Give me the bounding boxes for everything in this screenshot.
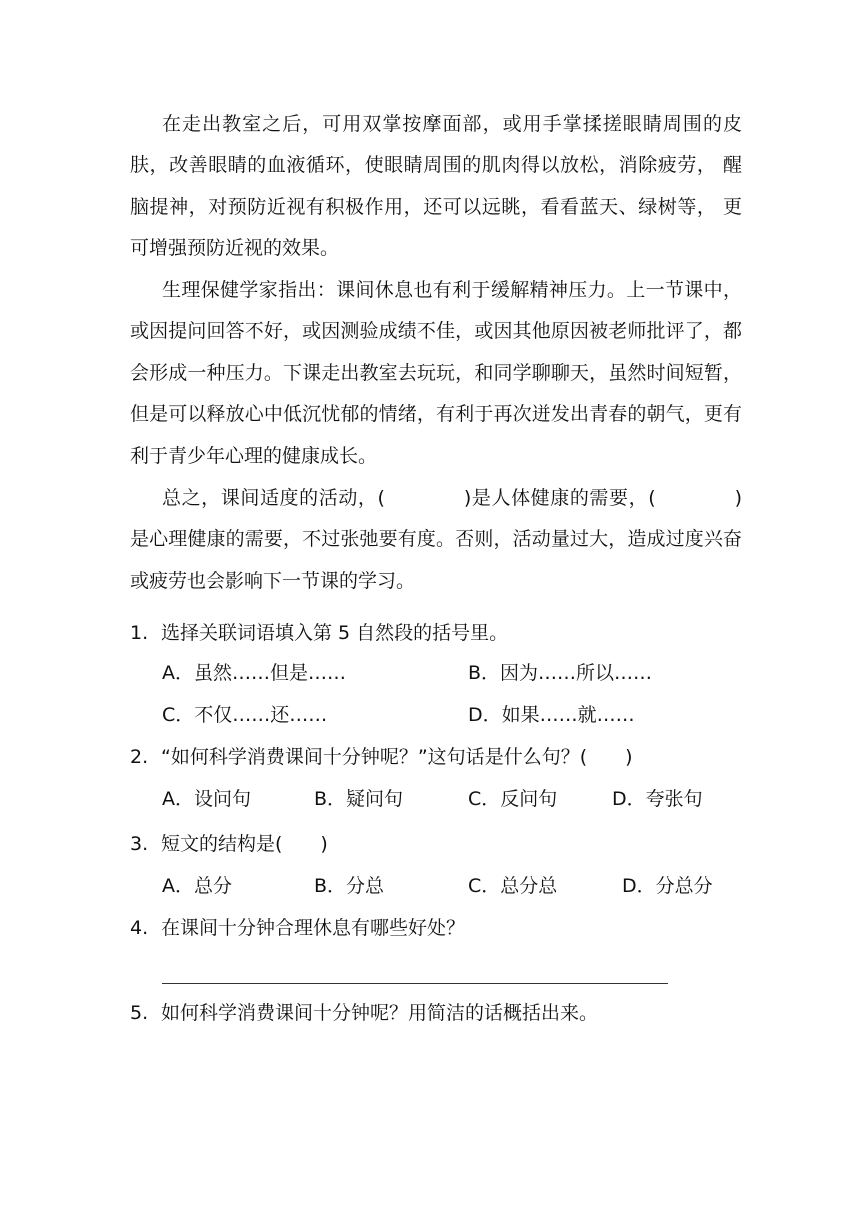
question-3 <box>130 823 742 865</box>
question-3-option-c[interactable]: C．总分总 <box>468 875 558 897</box>
question-text: 如何科学消费课间十分钟呢？用简洁的话概括出来。 <box>161 1002 599 1024</box>
question-number: 1. <box>130 622 149 644</box>
question-text: “如何科学消费课间十分钟呢？”这句话是什么句？( ) <box>161 746 633 768</box>
question-2-option-d[interactable]: D．夸张句 <box>612 788 703 810</box>
question-text: 在课间十分钟合理休息有哪些好处？ <box>161 917 466 939</box>
question-number: 4. <box>130 917 149 939</box>
question-text: 选择关联词语填入第 5 自然段的括号里。 <box>161 622 509 644</box>
question-number: 3. <box>130 833 149 855</box>
question-2-option-a[interactable]: A．设问句 <box>162 788 251 810</box>
question-2-option-b[interactable]: B．疑问句 <box>314 788 404 810</box>
question-1 <box>130 612 742 654</box>
question-number: 5. <box>130 1002 149 1024</box>
question-3-option-d[interactable]: D．分总分 <box>622 875 713 897</box>
question-3-option-a[interactable]: A．总分 <box>162 875 232 897</box>
passage-paragraph-1: 在走出教室之后，可用双掌按摩面部，或用手掌揉搓眼睛周围的皮肤，改善眼睛的血液循环，使眼睛周围的肌肉得以放松，消除疲劳， 醒脑提神，对预防近视有积极作用，还可以远眺，看看蓝天、绿树等， 更可增强预防近视的效果。 <box>130 113 742 260</box>
passage-paragraph-3: 总之，课间适度的活动，( )是人体健康的需要，( )是心理健康的需要，不过张弛要有度。否则，活动量过大，造成过度兴奋或疲劳也会影响下一节课的学习。 <box>130 487 742 592</box>
question-1-option-d[interactable]: D．如果……就…… <box>468 704 635 726</box>
question-number: 2. <box>130 746 149 768</box>
question-text: 短文的结构是( ) <box>161 833 328 855</box>
question-1-option-b[interactable]: B．因为……所以…… <box>468 662 653 684</box>
question-4 <box>130 907 742 949</box>
question-2 <box>130 736 742 778</box>
question-2-option-c[interactable]: C．反问句 <box>468 788 558 810</box>
question-3-option-b[interactable]: B．分总 <box>314 875 385 897</box>
question-1-option-c[interactable]: C．不仅……还…… <box>162 704 328 726</box>
passage-paragraph-2: 生理保健学家指出：课间休息也有利于缓解精神压力。上一节课中，或因提问回答不好，或因测验成绩不佳，或因其他原因被老师批评了，都会形成一种压力。下课走出教室去玩玩，和同学聊聊天，虽然时间短暂，但是可以释放心中低沉忧郁的情绪，有利于再次迸发出青春的朝气，更有利于青少年心理的健康成长。 <box>130 279 742 467</box>
question-1-option-a[interactable]: A．虽然……但是…… <box>162 662 346 684</box>
question-5 <box>130 992 742 1034</box>
answer-line[interactable] <box>162 983 668 984</box>
